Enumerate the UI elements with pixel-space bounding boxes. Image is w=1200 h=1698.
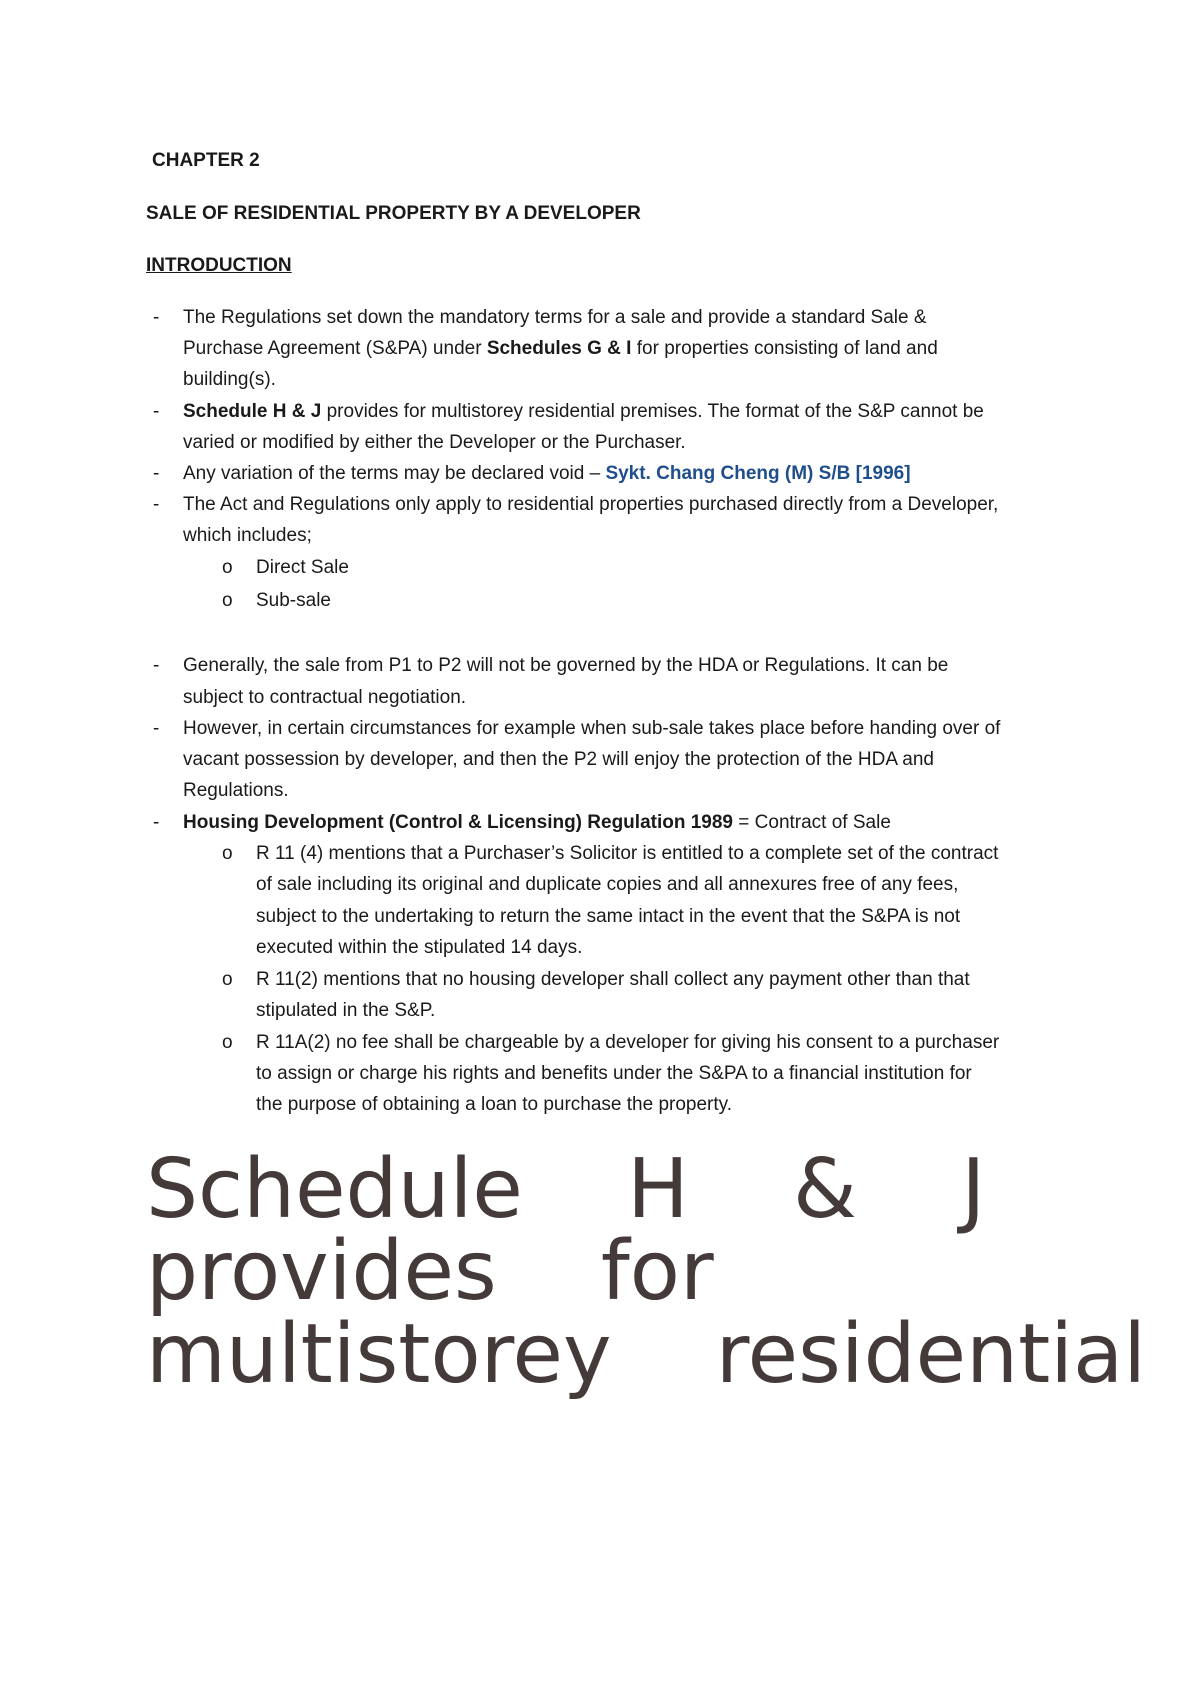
section-heading: INTRODUCTION xyxy=(146,255,292,276)
p1-line-2: Purchase Agreement (S&PA) under Schedules G & I for properties consisting of land and xyxy=(183,338,938,359)
p7-sub-3-line-2: to assign or charge his rights and benefits under the S&PA to a financial institution for xyxy=(256,1063,972,1084)
p4-sub-item-1: Direct Sale xyxy=(256,557,349,578)
overlay-line-3: multistorey residential xyxy=(146,1307,1147,1402)
p1-line-1: The Regulations set down the mandatory terms for a sale and provide a standard Sale & xyxy=(183,307,927,328)
dash-bullet: - xyxy=(153,718,160,739)
p7-sub-1-line-3: subject to the undertaking to return the same intact in the event that the S&PA is not xyxy=(256,906,961,927)
circle-bullet: o xyxy=(222,1032,233,1053)
circle-bullet: o xyxy=(222,557,233,578)
p4-line-2: which includes; xyxy=(183,525,312,546)
p7-sub-1-line-4: executed within the stipulated 14 days. xyxy=(256,937,583,958)
p4-line-1: The Act and Regulations only apply to residential properties purchased directly from a Developer, xyxy=(183,494,999,515)
dash-bullet: - xyxy=(153,307,160,328)
p6-line-2: vacant possession by developer, and then the P2 will enjoy the protection of the HDA and xyxy=(183,749,934,770)
circle-bullet: o xyxy=(222,843,233,864)
p2-line-1: Schedule H & J provides for multistorey residential premises. The format of the S&P cannot be xyxy=(183,401,984,422)
p7-sub-3-line-3: the purpose of obtaining a loan to purchase the property. xyxy=(256,1094,733,1115)
p1-line-3: building(s). xyxy=(183,369,276,390)
p7-sub-1-line-1: R 11 (4) mentions that a Purchaser’s Solicitor is entitled to a complete set of the contract xyxy=(256,843,999,864)
overlay-line-2: provides for xyxy=(146,1224,714,1319)
circle-bullet: o xyxy=(222,590,233,611)
dash-bullet: - xyxy=(153,812,160,833)
case-citation: Sykt. Chang Cheng (M) S/B [1996] xyxy=(605,463,911,484)
p7-sub-2-line-1: R 11(2) mentions that no housing developer shall collect any payment other than that xyxy=(256,969,970,990)
p7-sub-3-line-1: R 11A(2) no fee shall be chargeable by a developer for giving his consent to a purchaser xyxy=(256,1032,1000,1053)
circle-bullet: o xyxy=(222,969,233,990)
p6-line-3: Regulations. xyxy=(183,780,289,801)
dash-bullet: - xyxy=(153,463,160,484)
p7-line-1: Housing Development (Control & Licensing) Regulation 1989 = Contract of Sale xyxy=(183,812,891,833)
p4-sub-item-2: Sub-sale xyxy=(256,590,331,611)
p5-line-2: subject to contractual negotiation. xyxy=(183,687,467,708)
p6-line-1: However, in certain circumstances for example when sub-sale takes place before handing over of xyxy=(183,718,1001,739)
p3-line-1: Any variation of the terms may be declared void – Sykt. Chang Cheng (M) S/B [1996] xyxy=(183,463,911,484)
chapter-title: SALE OF RESIDENTIAL PROPERTY BY A DEVELOPER xyxy=(146,203,641,224)
overlay-line-1: Schedule H & J xyxy=(146,1142,986,1237)
p2-line-2: varied or modified by either the Developer or the Purchaser. xyxy=(183,432,686,453)
p5-line-1: Generally, the sale from P1 to P2 will not be governed by the HDA or Regulations. It can be xyxy=(183,655,949,676)
chapter-label: CHAPTER 2 xyxy=(152,150,260,171)
p7-sub-2-line-2: stipulated in the S&P. xyxy=(256,1000,436,1021)
dash-bullet: - xyxy=(153,494,160,515)
p7-sub-1-line-2: of sale including its original and duplicate copies and all annexures free of any fees, xyxy=(256,874,959,895)
dash-bullet: - xyxy=(153,655,160,676)
dash-bullet: - xyxy=(153,401,160,422)
